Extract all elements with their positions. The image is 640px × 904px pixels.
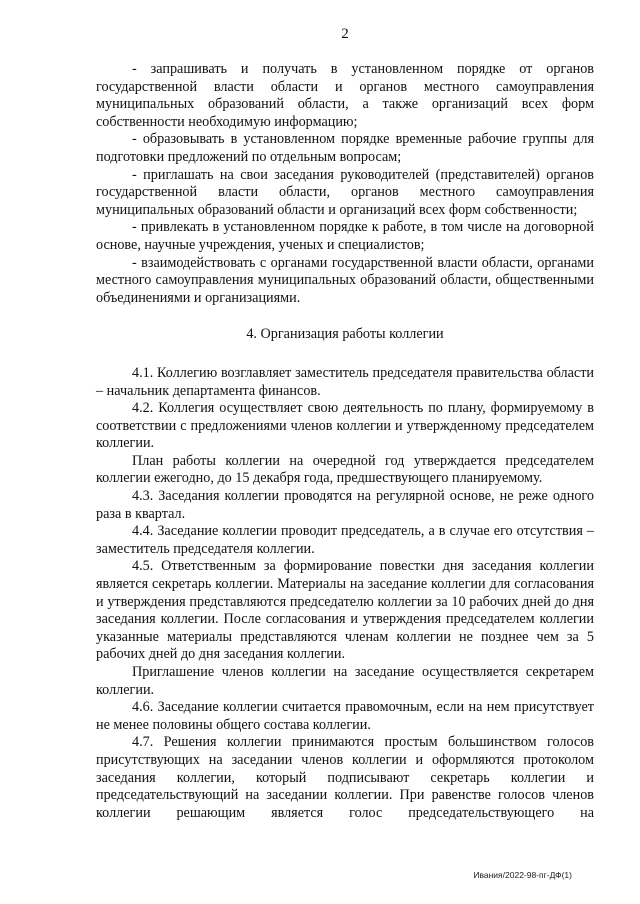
list-item-request-information: - запрашивать и получать в установленном порядке от органов государственной власти области и органов местного самоуправления муниципальных образований области, а также организаций всех форм собственности необходимую информацию;	[96, 61, 594, 130]
paragraph-4-3: 4.3. Заседания коллегии проводятся на регулярной основе, не реже одного раза в квартал.	[96, 488, 594, 522]
document-page	[96, 0, 594, 904]
paragraph-4-4: 4.4. Заседание коллегии проводит председатель, а в случае его отсутствия – заместитель председателя коллегии.	[96, 523, 594, 557]
paragraph-4-6: 4.6. Заседание коллегии считается правомочным, если на нем присутствует не менее половины общего состава коллегии.	[96, 699, 594, 733]
paragraph-4-2: 4.2. Коллегия осуществляет свою деятельность по плану, формируемому в соответствии с предложениями членов коллегии и утвержденному председателем коллегии.	[96, 400, 594, 452]
list-item-invite-representatives: - приглашать на свои заседания руководителей (представителей) органов государственной власти области, органов местного самоуправления муниципальных образований области и организаций всех форм собственности;	[96, 166, 594, 218]
paragraph-4-1: 4.1. Коллегию возглавляет заместитель председателя правительства области – начальник департамента финансов.	[96, 364, 594, 399]
document-code: Ивания/2022-98-пг-ДФ(1)	[473, 870, 572, 880]
document-body	[96, 61, 594, 822]
list-item-working-groups: - образовывать в установленном порядке временные рабочие группы для подготовки предложений по отдельным вопросам;	[96, 131, 594, 165]
paragraph-4-7: 4.7. Решения коллегии принимаются простым большинством голосов присутствующих на заседании членов коллегии и оформляются протоколом заседания коллегии, который подписывают секретарь коллегии и председательствующий на заседании коллегии. При равенстве голосов членов коллегии решающим является голос председательствующего на	[96, 734, 594, 821]
section-title: 4. Организация работы коллегии	[246, 326, 444, 343]
list-item-engage-specialists: - привлекать в установленном порядке к работе, в том числе на договорной основе, научные учреждения, ученых и специалистов;	[96, 219, 594, 253]
page-number: 2	[341, 26, 349, 42]
paragraph-work-plan: План работы коллегии на очередной год утверждается председателем коллегии ежегодно, до 15 декабря года, предшествующего планируемому.	[96, 452, 594, 487]
paragraph-4-5: 4.5. Ответственным за формирование повестки дня заседания коллегии является секретарь коллегии. Материалы на заседание коллегии для согласования и утверждения представляются председателю коллегии за 10 рабочих дней до дня заседания коллегии. После согласования и утверждения председателем коллегии указанные материалы представляются членам коллегии не позднее чем за 5 рабочих дней до дня заседания коллегии.	[96, 558, 594, 663]
list-item-interact-authorities: - взаимодействовать с органами государственной власти области, органами местного самоуправления муниципальных образований области, общественными объединениями и организациями.	[96, 254, 594, 306]
paragraph-invitation: Приглашение членов коллегии на заседание осуществляется секретарем коллегии.	[96, 664, 594, 698]
